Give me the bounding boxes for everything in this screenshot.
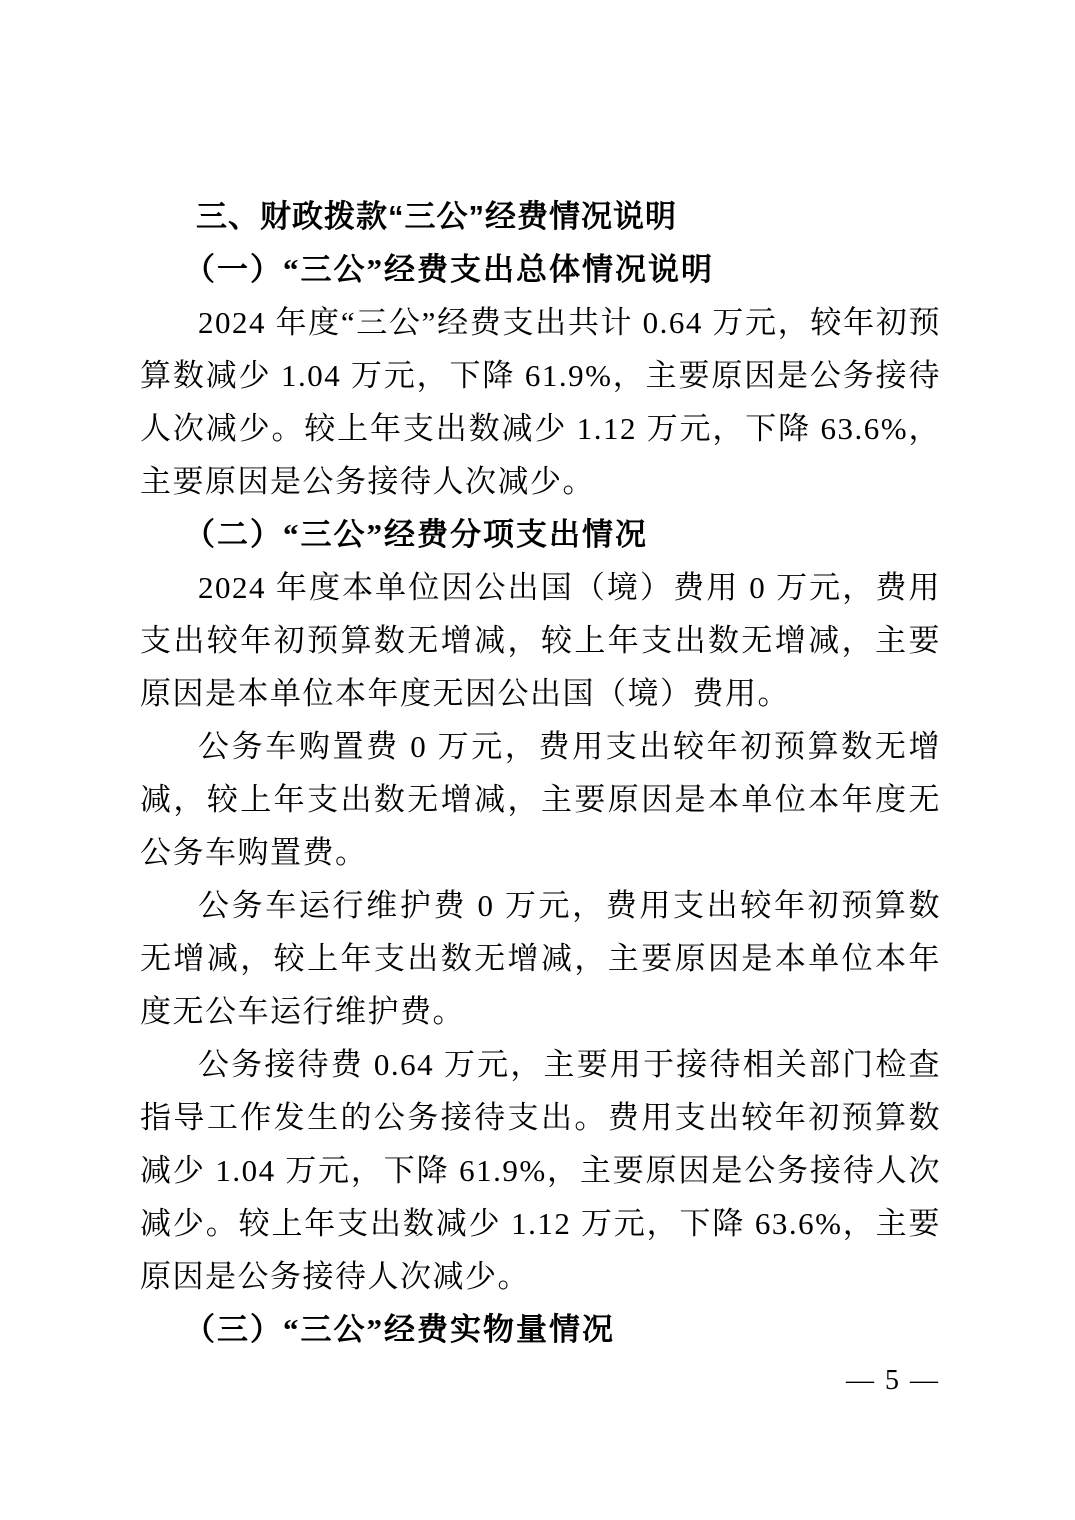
paragraph-vehicle-purchase: 公务车购置费 0 万元，费用支出较年初预算数无增减，较上年支出数无增减，主要原因是本单位本年度无公务车购置费。 [140, 729, 941, 870]
document-content [140, 0, 941, 1356]
main-heading: 三、财政拨款“三公”经费情况说明 [196, 199, 677, 234]
paragraph-official-reception: 公务接待费 0.64 万元，主要用于接待相关部门检查指导工作发生的公务接待支出。费用支出较年初预算数减少 1.04 万元，下降 61.9%，主要原因是公务接待人次减少。较上年支出数减少 1.12 万元，下降 63.6%，主要原因是公务接待人次减少。 [140, 1047, 941, 1294]
paragraph-vehicle-maintenance: 公务车运行维护费 0 万元，费用支出较年初预算数无增减，较上年支出数无增减，主要原因是本单位本年度无公车运行维护费。 [140, 888, 941, 1029]
paragraph-overseas-travel: 2024 年度本单位因公出国（境）费用 0 万元，费用支出较年初预算数无增减，较上年支出数无增减，主要原因是本单位本年度无因公出国（境）费用。 [140, 570, 941, 711]
page-number: — 5 — [846, 1365, 940, 1396]
paragraph-total-expenditure: 2024 年度“三公”经费支出共计 0.64 万元，较年初预算数减少 1.04 万元，下降 61.9%，主要原因是公务接待人次减少。较上年支出数减少 1.12 万元，下降 63.6%，主要原因是公务接待人次减少。 [140, 305, 941, 499]
subheading-itemized-expenditure: （二）“三公”经费分项支出情况 [184, 517, 648, 552]
subheading-physical-quantity: （三）“三公”经费实物量情况 [184, 1312, 615, 1347]
subheading-overall-situation: （一）“三公”经费支出总体情况说明 [184, 252, 714, 287]
